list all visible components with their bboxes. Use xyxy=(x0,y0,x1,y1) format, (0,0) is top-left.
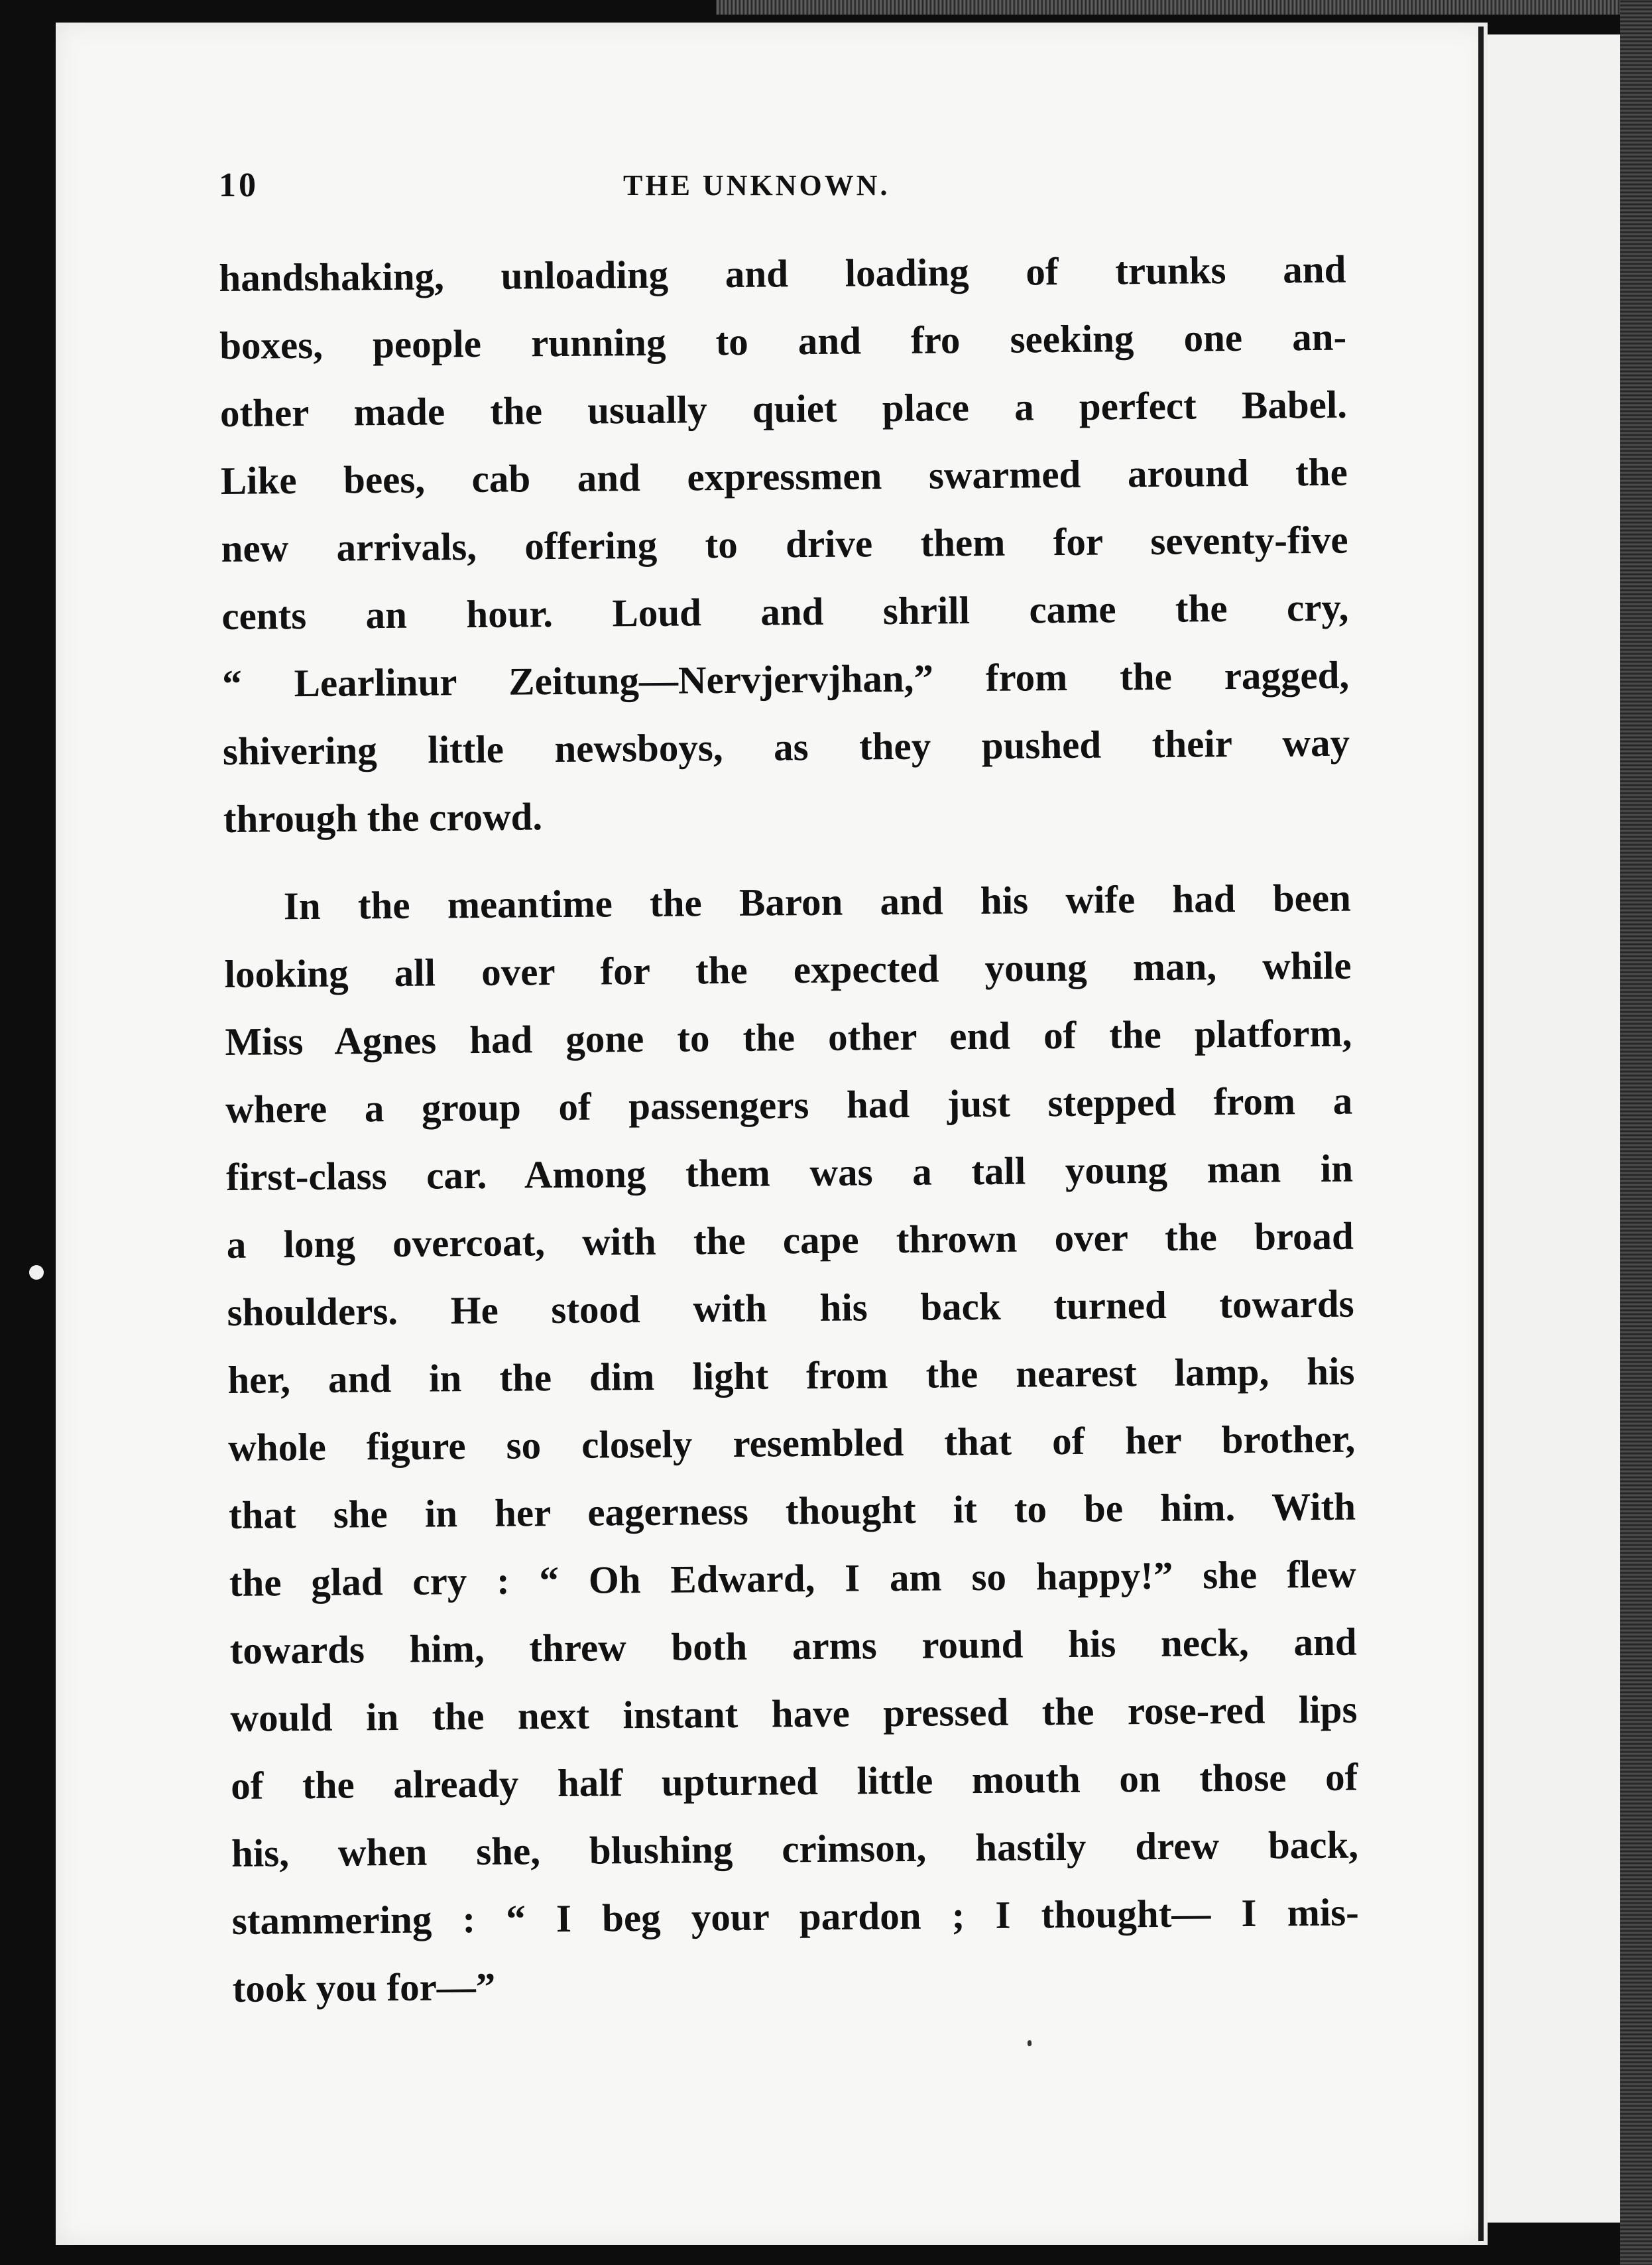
paragraph xyxy=(219,235,1350,853)
text-line: handshaking, unloading and loading of trunks and xyxy=(219,247,1346,300)
scan-border-top xyxy=(716,0,1652,15)
text-line: took you for—” xyxy=(232,1964,496,2010)
paragraph xyxy=(223,864,1360,2022)
text-line: boxes, people running to and fro seeking one an- xyxy=(219,314,1347,367)
text-line: Miss Agnes had gone to the other end of the platform, xyxy=(225,1010,1352,1064)
text-line: Like bees, cab and expressmen swarmed around the xyxy=(220,450,1348,503)
text-line: would in the next instant have pressed the rose-red lips xyxy=(230,1687,1358,1740)
print-speck xyxy=(1028,2040,1032,2046)
running-title: THE UNKNOWN. xyxy=(623,169,890,202)
text-line: through the crowd. xyxy=(223,794,543,841)
text-line: her, and in the dim light from the nearest lamp, his xyxy=(227,1349,1355,1402)
text-line: new arrivals, offering to drive them for seventy-five xyxy=(221,517,1348,570)
text-line: “ Learlinur Zeitung—Nervjervjhan,” from the ragged, xyxy=(221,652,1350,705)
text-line: that she in her eagerness thought it to be him. With xyxy=(228,1484,1356,1537)
text-line: shivering little newsboys, as they pushed their way xyxy=(222,720,1350,773)
running-head xyxy=(219,166,1346,212)
text-line: the glad cry : “ Oh Edward, I am so happy!” she flew xyxy=(229,1552,1357,1605)
text-line: of the already half upturned little mouth on those of xyxy=(231,1754,1358,1807)
text-line: first-class car. Among them was a tall young man in xyxy=(225,1146,1354,1199)
scan-speck xyxy=(29,1265,44,1280)
scan-border-right xyxy=(1620,0,1652,2265)
text-line: a long overcoat, with the cape thrown over the broad xyxy=(226,1213,1354,1266)
text-line: where a group of passengers had just stepped from a xyxy=(225,1078,1353,1131)
text-line: In the meantime the Baron and his wife had been xyxy=(283,875,1352,928)
body-text xyxy=(219,235,1360,2022)
text-line: other made the usually quiet place a perfect Babel. xyxy=(219,382,1348,435)
page-gutter xyxy=(1478,27,1484,2241)
text-line: his, when she, blushing crimson, hastily drew back, xyxy=(231,1822,1359,1875)
text-line: looking all over for the expected young man, while xyxy=(224,943,1352,996)
page-number: 10 xyxy=(219,166,259,204)
text-line: towards him, threw both arms round his neck, and xyxy=(229,1619,1357,1672)
text-line: stammering : “ I beg your pardon ; I thought— I mis- xyxy=(231,1890,1360,1943)
text-line: shoulders. He stood with his back turned towards xyxy=(227,1281,1354,1334)
facing-page-edge xyxy=(1488,34,1620,2223)
text-line: whole figure so closely resembled that of her brother, xyxy=(227,1416,1356,1469)
text-line: cents an hour. Loud and shrill came the cry, xyxy=(221,585,1349,638)
